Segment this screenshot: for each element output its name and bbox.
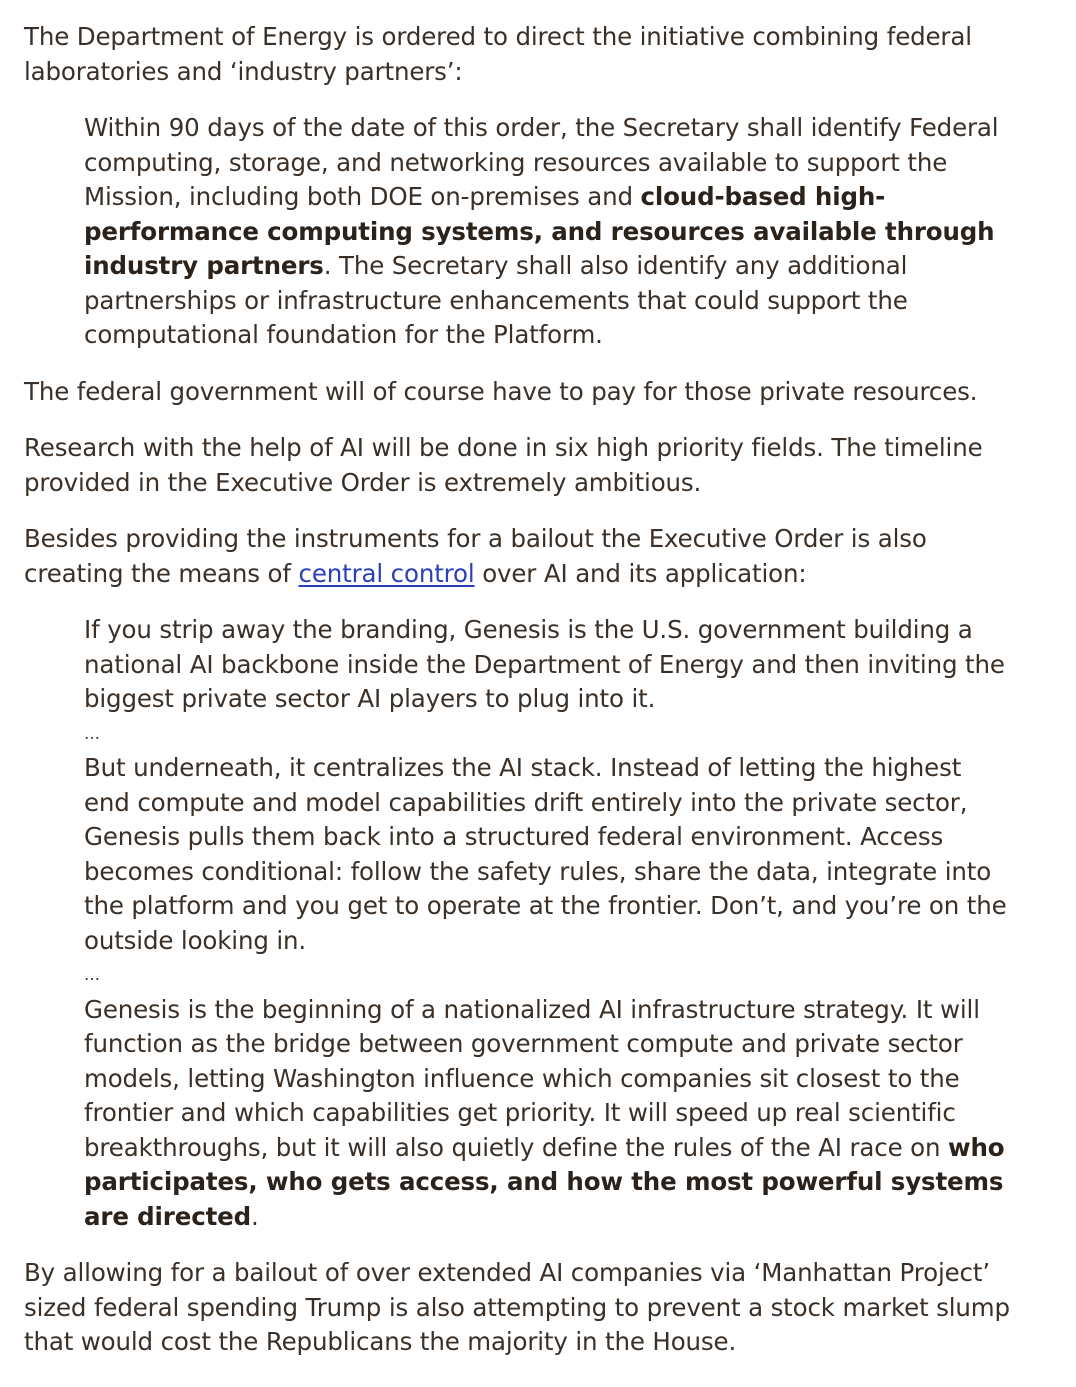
paragraph-research: Research with the help of AI will be done in six high priority fields. The timeline provided in the Executive Order is extremely ambitious.	[24, 433, 983, 497]
quote-text: . The Secretary shall also identify any additional partnerships or infrastructure enhancements that could support the computational foundation for the Platform.	[84, 251, 908, 349]
ellipsis: …	[84, 723, 100, 743]
quote-text: .	[251, 1201, 259, 1231]
quote-text: Genesis is the beginning of a nationalized AI infrastructure strategy. It will function as the bridge between government compute and private sector models, letting Washington influence which companies sit closest to the frontier and which capabilities get priority. It will speed up real scientific breakthroughs, but it will also quietly define the rules of the AI race on	[84, 994, 980, 1162]
blockquote-paragraph	[84, 111, 1014, 353]
blockquote-paragraph: If you strip away the branding, Genesis is the U.S. government building a national AI backbone inside the Department of Energy and then inviting the biggest private sector AI players to plug into it.	[84, 615, 1005, 713]
blockquote-paragraph	[84, 993, 1014, 1235]
ellipsis: …	[84, 965, 100, 984]
paragraph-text: Besides providing the instruments for a bailout the Executive Order is also creating the means of	[24, 524, 927, 588]
quote-bold-text: cloud-based high-performance computing systems, and resources available through industry partners	[84, 182, 995, 280]
blockquote-paragraph: But underneath, it centralizes the AI stack. Instead of letting the highest end compute and model capabilities drift entirely into the private sector, Genesis pulls them back into a structured federal environment. Access becomes conditional: follow the safety rules, share the data, integrate into the platform and you get to operate at the frontier. Don’t, and you’re on the outside looking in.	[84, 753, 1007, 955]
paragraph-central-control	[24, 522, 1024, 591]
blockquote-order-excerpt	[84, 111, 1014, 353]
paragraph-bailout: By allowing for a bailout of over extended AI companies via ‘Manhattan Project’ sized federal spending Trump is also attempting to prevent a stock market slump that would cost the Republicans the majority in the House.	[24, 1258, 1010, 1356]
paragraph-intro: The Department of Energy is ordered to direct the initiative combining federal laboratories and ‘industry partners’:	[24, 22, 972, 86]
blockquote-genesis	[84, 613, 1014, 1234]
paragraph-pay: The federal government will of course have to pay for those private resources.	[24, 376, 978, 406]
paragraph-text: over AI and its application:	[474, 558, 807, 588]
quote-text: Within 90 days of the date of this order, the Secretary shall identify Federal computing, storage, and networking resources available to support the Mission, including both DOE on-premises and	[84, 113, 999, 211]
quote-bold-text: who participates, who gets access, and how the most powerful systems are directed	[84, 1132, 1005, 1231]
central-control-link[interactable]: central control	[298, 558, 475, 588]
